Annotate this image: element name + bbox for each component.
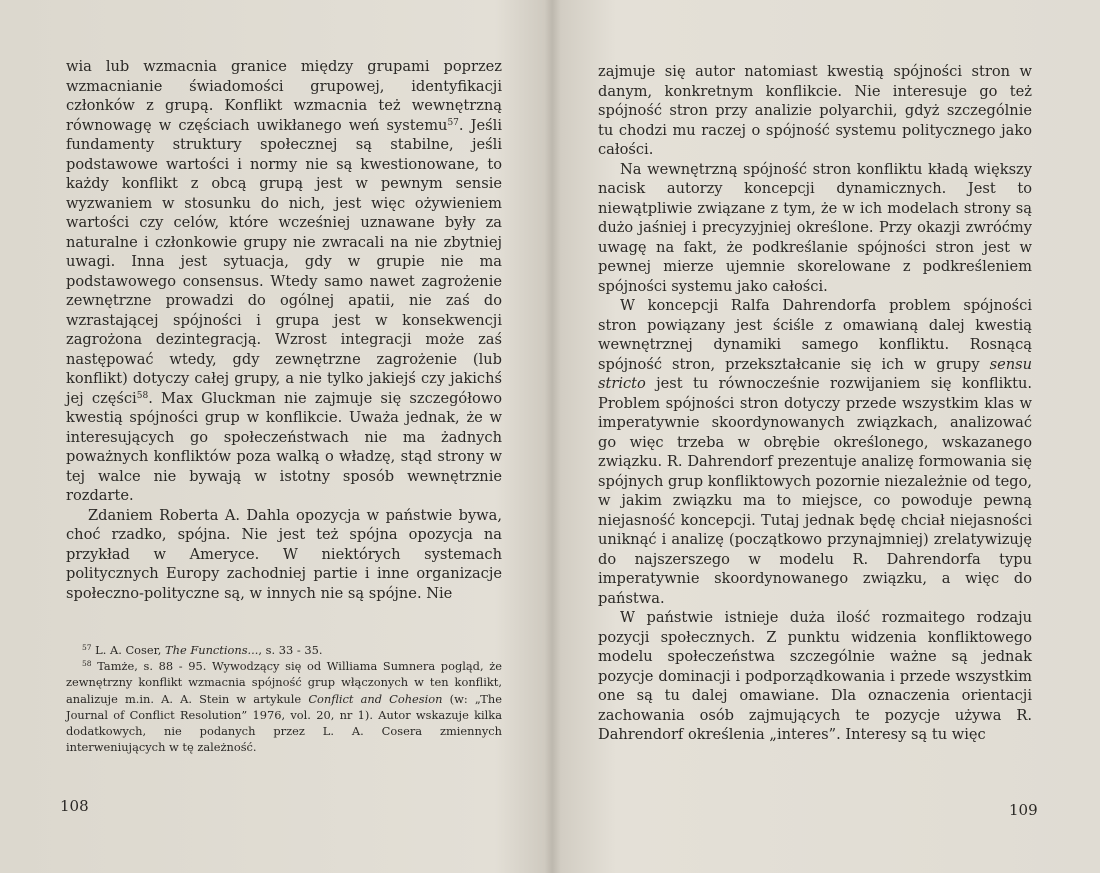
right-page-body bbox=[598, 62, 1032, 745]
page-number: 108 bbox=[60, 797, 89, 815]
footnote-57: $^{57}$ L. A. Coser, The Functions..., s. 33 - 35. bbox=[82, 643, 323, 657]
footnote-ref-58: 58 bbox=[136, 390, 149, 401]
body-paragraph: zajmuje się autor natomiast kwestią spójności stron w danym, konkretnym konflikcie. Nie interesuje go też spójność stron przy analizie polyarchii, gdyż szczególnie tu chodzi mu raczej o spójność systemu politycznego jako całości. bbox=[598, 63, 1032, 158]
body-paragraph: Zdaniem Roberta A. Dahla opozycja w państwie bywa, choć rzadko, spójna. Nie jest też spójna opozycja na przykład w Ameryce. W niektórych systemach politycznych Europy zachodniej partie i inne organizacje społeczno-polityczne są, w innych nie są spójne. Nie bbox=[66, 506, 502, 602]
right-page bbox=[550, 0, 1100, 873]
page-number: 109 bbox=[1009, 801, 1038, 819]
body-paragraph: Na wewnętrzną spójność stron konfliktu kładą większy nacisk autorzy koncepcji dynamicznych. Jest to niewątpliwie związane z tym, że w ich modelach strony są dużo jaśniej i precyzyjniej określone. Przy okazji zwróćmy uwagę na fakt, że podkreślanie spójności stron jest w pewnej mierze ujemnie skorelowane z podkreśleniem spójności systemu jako całości. bbox=[598, 160, 1032, 295]
left-page-body bbox=[66, 57, 502, 603]
body-paragraph: wia lub wzmacnia granice między grupami poprzez wzmacnianie świadomości grupowej, identyfikacji członków z grupą. Konflikt wzmacnia też wewnętrzną równowagę w częściach uwikłanego weń systemu$^{57}$. Jeśli fundamenty struktury społecznej są stabilne, jeśli podstawowe wartości i normy nie są kwestionowane, to każdy konflikt z obcą grupą jest w pewnym sensie wyzwaniem w stosunku do nich, jest więc ożywieniem wartości czy celów, które wcześniej uznawane były za naturalne i członkowie grupy nie zwracali na nie zbytniej uwagi. Inna jest sytuacja, gdy w grupie nie ma podstawowego consensus. Wtedy samo nawet zagrożenie zewnętrzne prowadzi do ogólnej apatii, nie zaś do wzrastającej spójności i grupa jest w konsekwencji zagrożona dezintegracją. Wzrost integracji może zaś następować wtedy, gdy zewnętrzne zagrożenie (lub konflikt) dotyczy całej grupy, a nie tylko jakiejś czy jakichś jej części$^{58}$. Max Gluckman nie zajmuje się szczegółowo kwestią spójności grup w konflikcie. Uważa jednak, że w interesujących go społeczeństwach nie ma żadnych poważnych konfliktów poza walką o władzę, stąd strony w tej walce nie bywają w istotny sposób wewnętrznie rozdarte. bbox=[66, 58, 503, 504]
body-paragraph: W koncepcji Ralfa Dahrendorfa problem spójności stron powiązany jest ściśle z omawianą dalej kwestią wewnętrznej dynamiki samego konfliktu. Rosnącą spójność stron, przekształcanie się ich w grupy sensu stricto jest tu równocześnie rozwijaniem się konfliktu. Problem spójności stron dotyczy przede wszystkim klas w imperatywnie skoordynowanych związkach, analizować go więc trzeba w obrębie określonego, wskazanego związku. R. Dahrendorf prezentuje analizę formowania się spójnych grup konfliktowych pozornie niezależnie od tego, w jakim związku ma to miejsce, co powoduje pewną niejasność koncepcji. Tutaj jednak będę chciał niejasności uniknąć i analizę (początkowo przynajmniej) zrelatywizuję do najszerszego w modelu R. Dahrendorfa typu imperatywnie skoordynowanego związku, a więc do państwa. bbox=[598, 297, 1032, 607]
footnotes bbox=[66, 642, 502, 755]
latin-phrase: sensu stricto bbox=[598, 355, 1032, 392]
footnote-ref-57: 57 bbox=[447, 117, 459, 128]
footnote-58: $^{58}$ Tamże, s. 88 - 95. Wywodzący się od Williama Sumnera pogląd, że zewnętrzny konflikt wzmacnia spójność grup włączonych w ten konflikt, analizuje m.in. A. A. Stein w artykule Conflict and Cohesion (w: „The Journal of Conflict Resolution” 1976, vol. 20, nr 1). Autor wskazuje kilka dodatkowych, nie podanych przez L. A. Cosera zmiennych interweniujących w tę zależność. bbox=[66, 659, 502, 755]
body-paragraph: W państwie istnieje duża ilość rozmaitego rodzaju pozycji społecznych. Z punktu widzenia konfliktowego modelu społeczeństwa szczególnie ważne są jednak pozycje dominacji i podporządkowania i przede wszystkim one są tu dalej omawiane. Dla oznaczenia orientacji zachowania osób zajmujących te pozycje używa R. Dahrendorf określenia „interes”. Interesy są tu więc bbox=[598, 609, 1032, 743]
